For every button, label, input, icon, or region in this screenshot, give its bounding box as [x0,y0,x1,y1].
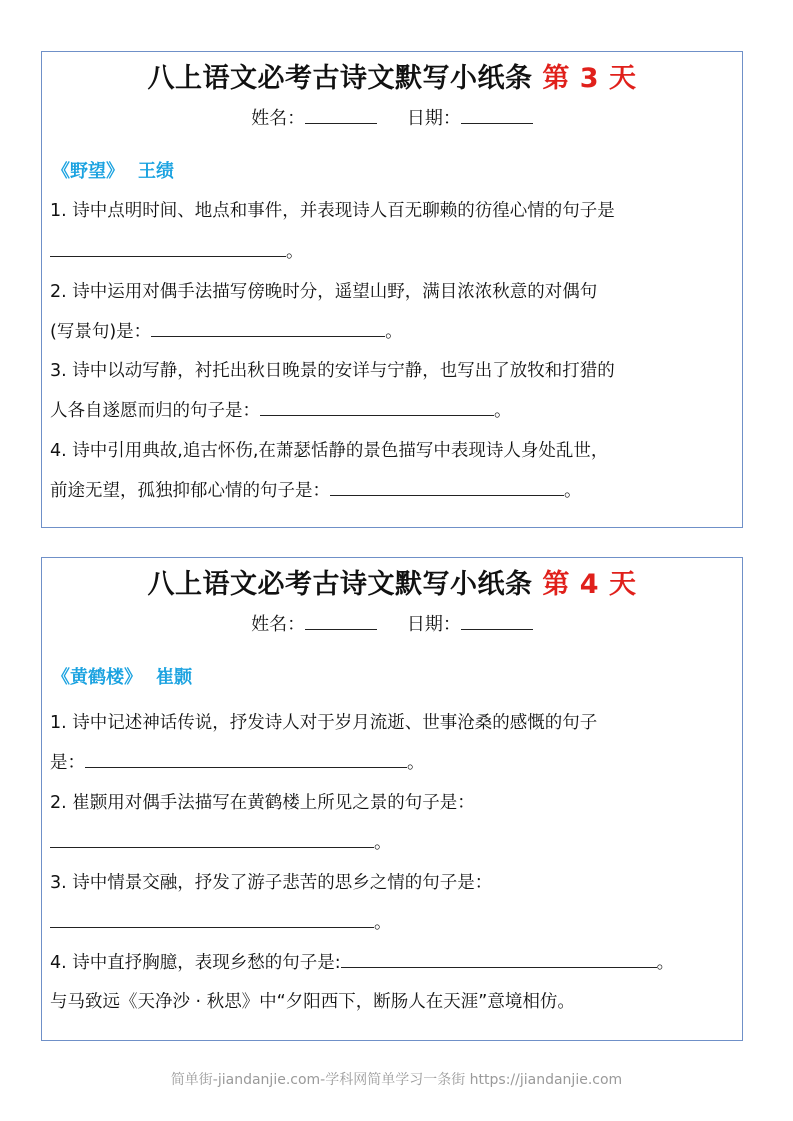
question-1-line-2 [50,240,304,264]
question-2-line-2 [50,320,403,344]
period: 。 [286,242,304,262]
answer-blank[interactable] [260,399,494,416]
date-label: 日期： [406,614,461,635]
name-date-row [42,104,742,130]
question-3-line-2 [50,911,392,935]
question-4-line-1 [50,951,674,975]
question-1-line-1: 1. 诗中点明时间、地点和事件，并表现诗人百无聊赖的彷徨心情的句子是 [50,201,615,221]
page-footer: 简单街-jiandanjie.com-学科网简单学习一条街 https://jiandanjie.com [170,1072,623,1088]
question-4-prefix: 4. 诗中直抒胸臆，表现乡愁的句子是: [50,953,341,973]
name-blank[interactable] [305,107,377,124]
title-main: 八上语文必考古诗文默写小纸条 [147,569,533,600]
question-4-line-2: 与马致远《天净沙 · 秋思》中“夕阳西下，断肠人在天涯”意境相仿。 [50,992,575,1012]
period: 。 [374,913,392,933]
date-blank[interactable] [461,613,533,630]
period: 。 [564,481,582,501]
title-main: 八上语文必考古诗文默写小纸条 [147,63,533,94]
name-label: 姓名： [251,108,306,129]
date-blank[interactable] [461,107,533,124]
question-2-line-1: 2. 崔颢用对偶手法描写在黄鹤楼上所见之景的句子是： [50,793,475,813]
answer-blank[interactable] [85,751,407,768]
poem-author: 王绩 [138,161,174,182]
answer-blank[interactable] [50,911,374,928]
question-3-line-1: 3. 诗中以动写静，衬托出秋日晚景的安详与宁静，也写出了放牧和打猎的 [50,361,615,381]
question-1-line-2 [50,751,425,775]
title-day: 第 3 天 [542,63,637,94]
answer-blank[interactable] [330,479,564,496]
period: 。 [656,953,675,973]
question-2-line-1: 2. 诗中运用对偶手法描写傍晚时分，遥望山野，满目浓浓秋意的对偶句 [50,282,598,302]
period: 。 [385,322,403,342]
card-title [42,56,742,95]
question-4-line-1: 4. 诗中引用典故,追古怀伤,在萧瑟恬静的景色描写中表现诗人身处乱世， [50,441,609,461]
question-3-line-1: 3. 诗中情景交融，抒发了游子悲苦的思乡之情的句子是： [50,873,493,893]
question-3-prefix: 人各自遂愿而归的句子是： [50,401,260,421]
question-2-line-2 [50,831,392,855]
worksheet-card-day3 [41,51,743,528]
question-4-prefix: 前途无望，孤独抑郁心情的句子是： [50,481,330,501]
date-label: 日期： [406,108,461,129]
question-3-line-2 [50,399,512,423]
name-blank[interactable] [305,613,377,630]
poem-heading [52,663,192,689]
title-day: 第 4 天 [542,569,637,600]
name-date-row [42,610,742,636]
worksheet-card-day4 [41,557,743,1041]
period: 。 [374,833,392,853]
answer-blank[interactable] [151,320,385,337]
poem-author: 崔颢 [156,667,192,688]
period: 。 [407,753,425,773]
question-4-line-2 [50,479,582,503]
name-label: 姓名： [251,614,306,635]
question-2-prefix: (写景句)是： [50,322,152,342]
question-1-prefix: 是： [50,753,85,773]
question-1-line-1: 1. 诗中记述神话传说，抒发诗人对于岁月流逝、世事沧桑的感慨的句子 [50,713,598,733]
poem-title: 《野望》 [52,161,124,182]
answer-blank[interactable] [50,240,286,257]
poem-title: 《黄鹤楼》 [52,667,142,688]
answer-blank[interactable] [341,951,657,968]
answer-blank[interactable] [50,831,374,848]
period: 。 [494,401,512,421]
card-title [42,562,742,601]
poem-heading [52,157,174,183]
